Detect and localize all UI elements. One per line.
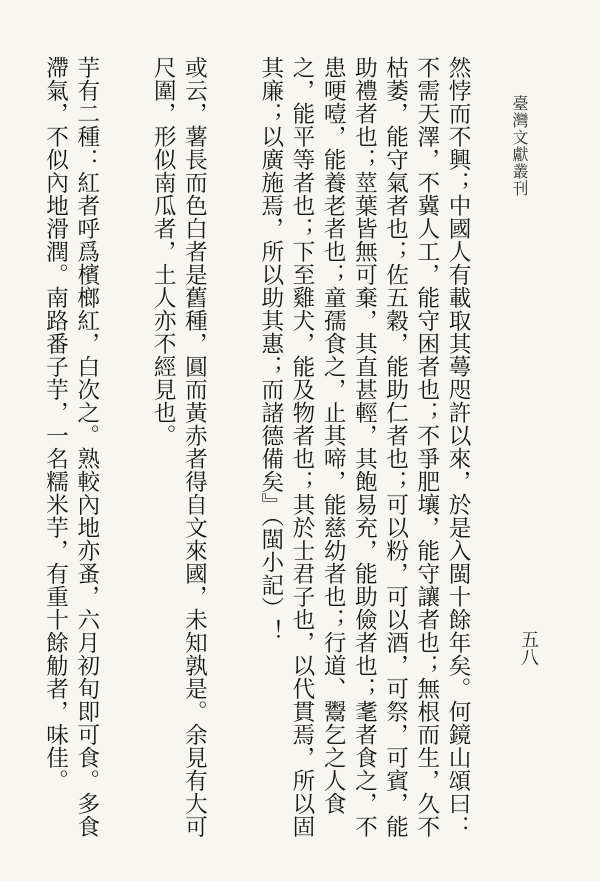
paragraph-sweet-potato: 或云，薯長而色白者是舊種，圓而黃赤者得自文來國，未知孰是。余見有大可尺圍，形似南瓜者，土人亦不經見也。 <box>150 56 208 838</box>
paragraph-betel-nut <box>0 56 39 856</box>
vertical-text-body <box>28 56 473 856</box>
paragraph-continuation: 然悖而不興；中國人有載取其蕚咫許以來，於是入閩十餘年矣。何鏡山頌曰：不需天澤，不冀人工，能守困者也；不爭肥壤，能守讓者也；無根而生，久不枯萎，能守氣者也；佐五穀，能助仁者也；可以粉，可以酒，可祭，可賓，能助禮者也；莖葉皆無可棄，其直甚輕，其飽易充，能助儉者也；耄者食之，不患哽噎，能養老者也；童孺食之，止其啼，能慈幼者也；行道、鬻乞之人食之，能平等者也；下至雞犬，能及物者也；其於士君子也，以代貫焉，所以固其廉；以廣施焉，所以助其惠；而諸德備矣』（閩小記）！ <box>257 56 471 838</box>
page-number: 五八 <box>518 630 539 666</box>
paragraph-taro: 芋有二種：紅者呼爲檳榔紅，白次之。熟較內地亦蚤，六月初旬即可食。多食滯氣，不似內地滑潤。南路番子芋，一名糯米芋，有重十餘觔者，味佳。 <box>42 56 100 838</box>
running-header-title: 臺灣文獻叢刊 <box>510 95 529 197</box>
